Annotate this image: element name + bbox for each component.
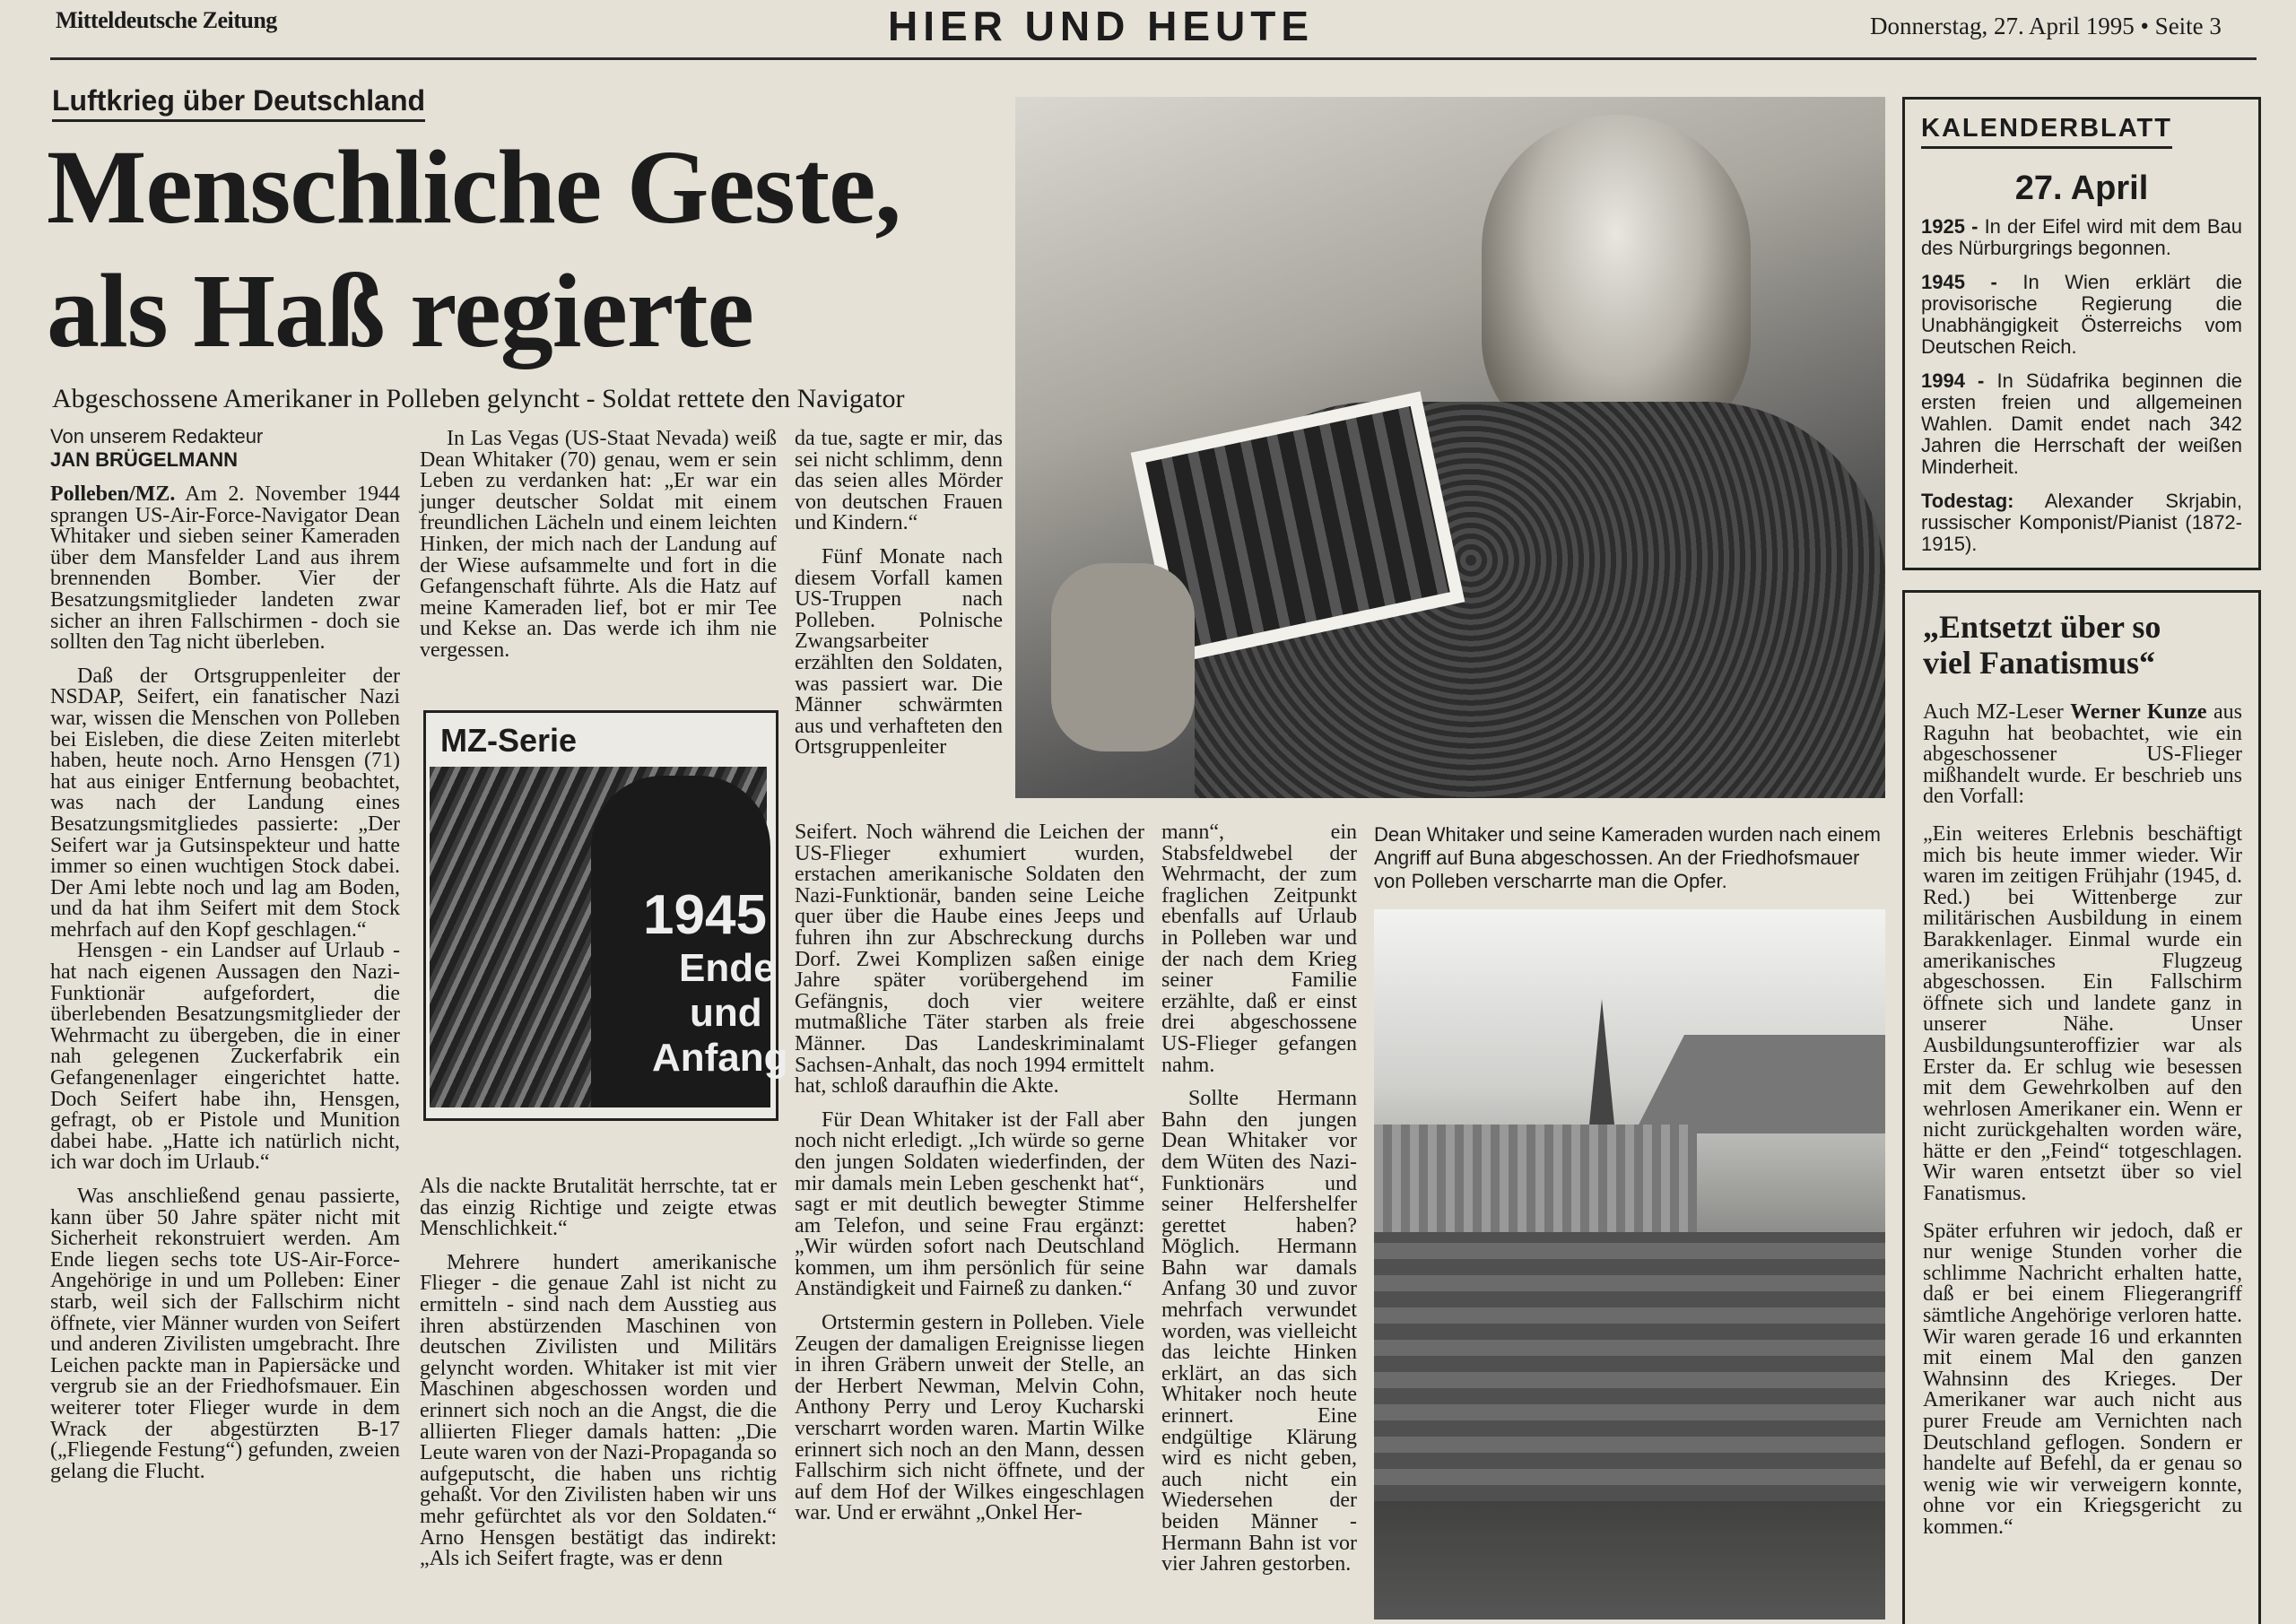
lead-text: Am 2. November 1944 sprangen US-Air-Force-Navigator Dean Whitaker und sieben seiner Kameraden über dem Mansfelder Land aus ihrem brennenden Bomber. Vier der Besatzungsmitglieder landeten zwar sicher an ihren Fallschirmen - doch sie sollten den Tag nicht überleben. xyxy=(50,482,400,655)
kalender-entry xyxy=(1921,370,2242,478)
letter-body xyxy=(1923,702,2242,1539)
series-graphic xyxy=(430,767,788,1107)
subhead: Abgeschossene Amerikaner in Polleben gelyncht - Soldat rettete den Navigator xyxy=(52,384,905,413)
col3-paragraph-3: Seifert. Noch während die Leichen der US-Flieger exhumiert wurden, erstachen amerikanische Soldaten den Nazi-Funktionär, banden seine Leiche quer über die Haube eines Jeeps und fuhren ihn zur Abschreckung durchs Dorf. Zwei Komplizen saßen einige Jahre später vorübergehend im Gefängnis, doch vier weitere mutmaßliche Täter starben als freie Männer. Das Landeskriminalamt Sachsen-Anhalt, das noch 1994 ermittelt hat, schloß daraufhin die Akte. xyxy=(795,821,1144,1099)
kalender-entry-year: 1994 - xyxy=(1921,369,1985,392)
kalender-entry xyxy=(1921,216,2242,259)
article-column-3-lower xyxy=(795,822,1144,1524)
col3-paragraph-5: Ortstermin gestern in Polleben. Viele Zeugen der damaligen Ereignisse liegen in ihren Gräbern unweit der Stelle, an der Herbert Newman, Melvin Cohn, Anthony Perry und Leroy Kucharski verscharrt worden waren. Martin Wilke erinnert sich noch an den Mann, dessen Fallschirm sich nicht öffnete, und der auf dem Hof der Wilkes eingeschlagen war. Und er erwähnt „Onkel Her- xyxy=(795,1311,1144,1525)
kalender-entry-text: In der Eifel wird mit dem Bau des Nürburgrings begonnen. xyxy=(1921,215,2242,259)
letter-title-line-1: „Entsetzt über so xyxy=(1923,609,2161,645)
date-page: Donnerstag, 27. April 1995 • Seite 3 xyxy=(1870,13,2222,39)
article-column-2 xyxy=(420,429,777,662)
article-column-1 xyxy=(50,425,400,1482)
col1-paragraph-4: Was anschließend genau passierte, kann über 50 Jahre später nicht mit Sicherheit rekonstruiert werden. Am Ende liegen sechs tote US-Air-Force-Angehörige in und um Polleben: Einer starb, weil sich der Fallschirm nicht öffnete, vier Männer wurden von Seifert und anderen Zivilisten umgebracht. Ihre Leichen packte man in Papiersäcke und vergrub sie an der Friedhofsmauer. Ein weiterer toter Flieger wurde in dem Wrack der abgestürzten B-17 („Fliegende Festung“) gefunden, zweien gelang die Flucht. xyxy=(50,1185,400,1483)
house-roof xyxy=(1634,1035,1885,1133)
kalender-death-text: Alexander Skrjabin, russischer Komponist/Pianist (1872-1915). xyxy=(1921,490,2242,555)
letter-intro-a: Auch MZ-Leser xyxy=(1923,700,2071,724)
series-box xyxy=(423,710,788,1121)
dateline: Polleben/MZ. xyxy=(50,482,176,506)
shed-roof xyxy=(1374,1125,1697,1232)
series-title-und: und xyxy=(690,991,762,1035)
masthead-rule xyxy=(50,57,2257,60)
col3-paragraph-1: da tue, sagte er mir, das sei nicht schlimm, denn das seien alles Mörder von deutschen Frauen und Kindern.“ xyxy=(795,427,1003,535)
kicker: Luftkrieg über Deutschland xyxy=(52,84,425,122)
headline-line-2: als Haß regierte xyxy=(47,252,753,369)
headline xyxy=(47,126,900,373)
hand xyxy=(1051,563,1195,751)
byline-name: JAN BRÜGELMANN xyxy=(50,448,238,471)
kalender-entry-text: In Wien erklärt die provisorische Regierung die Unabhängigkeit Österreichs vom Deutschen Reich. xyxy=(1921,271,2242,358)
series-label: MZ-Serie xyxy=(440,722,578,759)
col4-paragraph-1: mann“, ein Stabsfeldwebel der Wehrmacht, der zum fraglichen Zeitpunkt ebenfalls auf Urlaub in Polleben war und der nach dem Krieg seiner Familie erzählte, daß er einst drei abgeschossene US-Flieger gefangen nahm. xyxy=(1161,821,1357,1077)
letter-title-line-2: viel Fanatismus“ xyxy=(1923,645,2156,681)
article-column-4 xyxy=(1161,822,1357,1576)
series-title-anfang: Anfang xyxy=(652,1036,788,1080)
col2-paragraph-3: Mehrere hundert amerikanische Flieger - die genaue Zahl ist nicht zu ermitteln - sind nach dem Ausstieg aus ihren abstürzenden Maschinen von deutschen Zivilisten und Militärs gelyncht worden. Whitaker ist mit vier Maschinen abgeschossen worden und erinnert sich noch an die Angst, die die alliierten Flieger damals hatten: „Die Leute waren von der Nazi-Propaganda so aufgeputscht, die haben uns richtig gehaßt. Vor den Zivilisten haben wir uns mehr gefürchtet als vor den Soldaten.“ Arno Hensgen bestätigt das indirekt: „Als ich Seifert fragte, was er denn xyxy=(420,1250,777,1571)
kalender-death-entry xyxy=(1921,491,2242,555)
byline-intro: Von unserem Redakteur xyxy=(50,425,264,447)
article-column-2-lower xyxy=(420,1177,777,1570)
reader-letter-box xyxy=(1902,590,2261,1624)
paper-name: Mitteldeutsche Zeitung xyxy=(56,7,277,33)
letter-paragraph-2: Später erfuhren wir jedoch, daß er nur wenige Stunden vorher die schlimme Nachricht erhalten hatte, daß er bei einem Fliegerangriff sämtliche Angehörige verloren hatte. Wir waren gerade 16 und erkannten mit einem Mal den ganzen Wahnsinn des Krieges. Der Amerikaner war auch nicht aus purer Freude am Vernichten nach Deutschland geflogen. Sondern er handelte auf Befehl, da er genau so wenig wie wir verweigern konnte, ohne vor ein Kriegsgericht zu kommen.“ xyxy=(1923,1219,2242,1539)
letter-intro-b: aus Raguhn hat beobachtet, wie ein abgeschossener US-Flieger mißhandelt wurde. Er beschrieb uns den Vorfall: xyxy=(1923,700,2242,809)
kalenderblatt-date: 27. April xyxy=(2014,169,2149,207)
article-column-3 xyxy=(795,429,1003,759)
col1-paragraph-2: Daß der Ortsgruppenleiter der NSDAP, Seifert, ein fanatischer Nazi war, wissen die Menschen von Polleben bei Eisleben, die diese Zeiten miterlebt haben, heute noch. Arno Hensgen (71) hat aus einiger Entfernung beobachtet, was nach der Landung eines Besatzungsmitgliedes passierte: „Der Seifert war ja Gutsinspekteur und hatte immer so einen wuchtigen Stock dabei. Der Ami lebte noch und lag am Boden, und da hat ihm Seifert mit dem Stock mehrfach auf den Kopf geschlagen.“ xyxy=(50,664,400,942)
kalender-entry-year: 1945 - xyxy=(1921,271,1997,293)
col4-paragraph-2: Sollte Hermann Bahn den jungen Dean Whitaker vor dem Wüten des Nazi-Funktionärs und seiner Helfershelfer gerettet haben? Möglich. Hermann Bahn war damals Anfang 30 und zuvor mehrfach verwundet worden, was vielleicht das leichte Hinken erklärt, an das sich Whitaker noch heute erinnert. Eine endgültige Klärung wird es nicht geben, auch nicht ein Wiedersehen der beiden Männer - Hermann Bahn ist vor vier Jahren gestorben. xyxy=(1161,1087,1357,1576)
stone-wall xyxy=(1374,1232,1885,1501)
kalender-entry-text: In Südafrika beginnen die ersten freien und allgemeinen Wahlen. Damit endet nach 342 Jahren die Herrschaft der weißen Minderheit. xyxy=(1921,369,2242,478)
headline-line-1: Menschliche Geste, xyxy=(47,128,900,246)
cemetery-wall-photo xyxy=(1374,909,1885,1620)
lead-paragraph xyxy=(50,484,400,654)
church-spire xyxy=(1589,999,1614,1125)
col2-paragraph-1: In Las Vegas (US-Staat Nevada) weiß Dean Whitaker (70) genau, wem er sein Leben zu verdanken hat: „Er war ein junger deutscher Soldat mit einem freundlichen Lächeln und einem leichten Hinken, der mich nach der Landung auf der Wiese aufsammelte und fort in die Gefangenschaft führte. Als die Hatz auf meine Kameraden lief, bot er mir Tee und Kekse an. Das werde ich ihm nie vergessen. xyxy=(420,427,777,662)
kalenderblatt-box xyxy=(1902,97,2261,570)
portrait-photo xyxy=(1015,97,1885,798)
letter-intro xyxy=(1923,702,2242,808)
series-title-ende: Ende xyxy=(679,946,776,990)
kalender-death-label: Todestag: xyxy=(1921,490,2014,512)
kalenderblatt-title: KALENDERBLATT xyxy=(1921,114,2172,149)
kalenderblatt-entries xyxy=(1921,216,2242,555)
section-title: HIER UND HEUTE xyxy=(888,3,1315,49)
letter-title xyxy=(1923,609,2246,681)
kalender-entry-year: 1925 - xyxy=(1921,215,1979,238)
col3-paragraph-2: Fünf Monate nach diesem Vorfall kamen US-Truppen nach Polleben. Polnische Zwangsarbeiter erzählten den Soldaten, was passiert war. Die Männer schwärmten aus und verhafteten den Ortsgruppenleiter xyxy=(795,544,1003,760)
letter-paragraph-1: „Ein weiteres Erlebnis beschäftigt mich bis heute immer wieder. Wir waren im zeitigen Frühjahr (1945, d. Red.) bei Wittenberge zur militärischen Ausbildung in einem Barakkenlager. Einmal wurde ein amerikanisches Flugzeug abgeschossen. Ein Fallschirm öffnete sich und landete ganz in unserer Nähe. Unser Ausbildungsunteroffizier war als Erster da. Er schlug wie besessen mit dem Gewehrkolben auf den wehrlosen Amerikaner ein. Wenn er nicht zurückgehalten worden wäre, hätte er den „Feind“ totgeschlagen. Wir waren entsetzt über so viel Fanatismus. xyxy=(1923,821,2242,1206)
col2-paragraph-2: Als die nackte Brutalität herrschte, tat er das einzig Richtige und zeigte etwas Menschlichkeit.“ xyxy=(420,1175,777,1241)
col1-paragraph-3: Hensgen - ein Landser auf Urlaub - hat nach eigenen Aussagen den Nazi-Funktionär aufgefordert, die überlebenden Besatzungsmitglieder der Wehrmacht zu übergeben, die in einer nah gelegenen Zuckerfabrik ein Gefangenenlager eingerichtet hatte. Doch Seifert habe ihn, Hensgen, gefragt, ob er Pistole und Munition dabei habe. „Hatte ich natürlich nicht, ich war doch im Urlaub.“ xyxy=(50,939,400,1175)
photo-caption: Dean Whitaker und seine Kameraden wurden nach einem Angriff auf Buna abgeschossen. An der Friedhofsmauer von Polleben verscharrte man die Opfer. xyxy=(1374,823,1881,892)
kalender-entry xyxy=(1921,272,2242,358)
series-title-1945: 1945 xyxy=(643,884,767,946)
letter-author: Werner Kunze xyxy=(2070,700,2207,724)
col3-paragraph-4: Für Dean Whitaker ist der Fall aber noch nicht erledigt. „Ich würde so gerne den jungen Soldaten wiederfinden, der mir damals mein Leben geschenkt hat“, sagt er mit deutlich bewegter Stimme am Telefon, und seine Frau ergänzt: „Wir würden sofort nach Deutschland kommen, um ihm persönlich für seine Anständigkeit und Fairneß zu danken.“ xyxy=(795,1107,1144,1301)
